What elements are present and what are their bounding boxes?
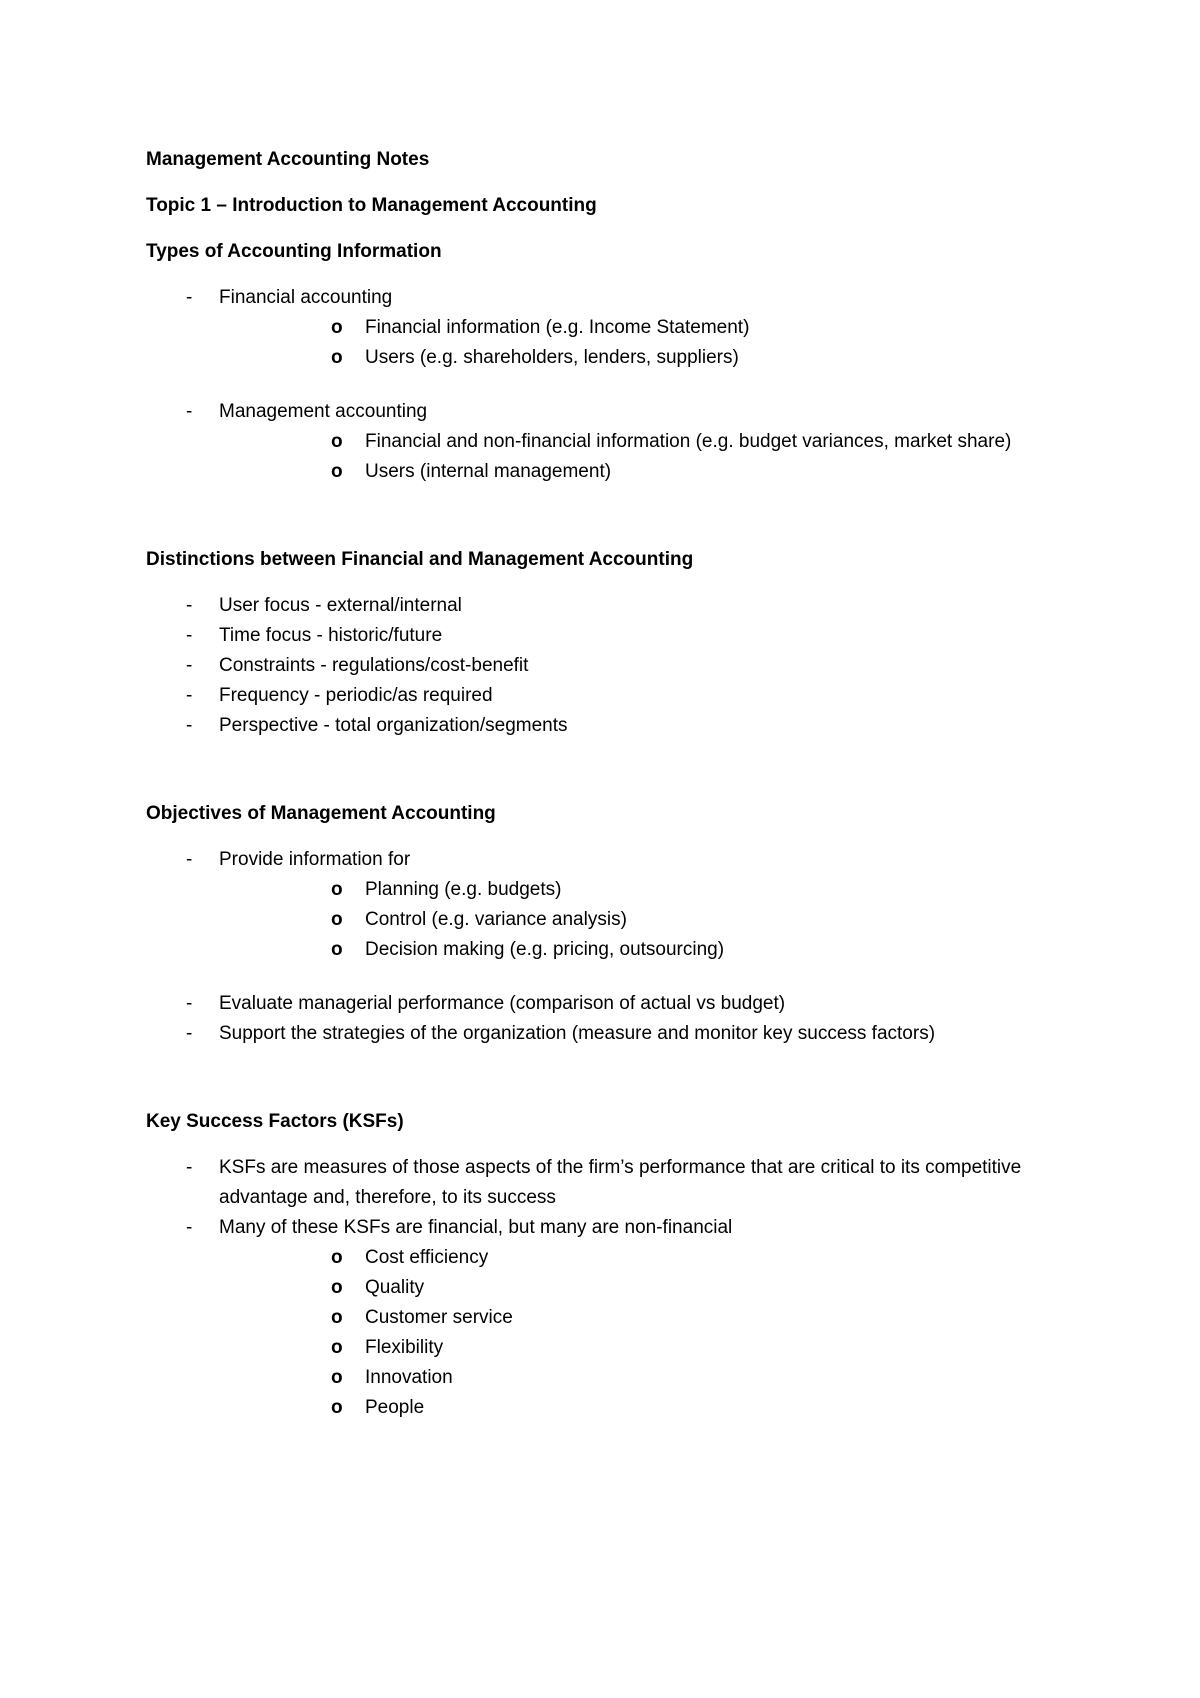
bullet-marker: o bbox=[331, 1307, 343, 1328]
list-item bbox=[146, 397, 1080, 487]
list-item-text: Evaluate managerial performance (comparison of actual vs budget) bbox=[219, 993, 786, 1014]
list-item bbox=[146, 681, 1080, 711]
bullet-marker: o bbox=[331, 461, 343, 482]
sub-list-item-text: Planning (e.g. budgets) bbox=[365, 879, 562, 900]
dash-marker: - bbox=[186, 685, 193, 706]
sub-list-item bbox=[219, 905, 1080, 935]
bullet-marker: o bbox=[331, 909, 343, 930]
list-item bbox=[146, 621, 1080, 651]
dash-marker: - bbox=[186, 625, 193, 646]
sub-list-item bbox=[219, 935, 1080, 965]
sub-list-item-text: Innovation bbox=[365, 1367, 453, 1388]
bullet-marker: o bbox=[331, 879, 343, 900]
list-item-text: Management accounting bbox=[219, 401, 428, 422]
distinctions-list bbox=[146, 591, 1080, 741]
sub-list-item bbox=[219, 1273, 1080, 1303]
objectives-list bbox=[146, 845, 1080, 965]
sub-list-item bbox=[219, 1333, 1080, 1363]
topic-heading: Topic 1 – Introduction to Management Accounting bbox=[146, 195, 597, 216]
bullet-marker: o bbox=[331, 317, 343, 338]
section-heading-ksf: Key Success Factors (KSFs) bbox=[146, 1111, 404, 1132]
dash-marker: - bbox=[186, 287, 193, 308]
sub-list bbox=[219, 1243, 1080, 1423]
list-item bbox=[146, 711, 1080, 741]
list-item-text: Time focus - historic/future bbox=[219, 625, 443, 646]
list-item bbox=[146, 1019, 1080, 1049]
sub-list-item bbox=[219, 1303, 1080, 1333]
list-item bbox=[146, 1153, 1080, 1213]
bullet-marker: o bbox=[331, 1337, 343, 1358]
dash-marker: - bbox=[186, 1157, 193, 1178]
sub-list-item bbox=[219, 875, 1080, 905]
list-item-text: Provide information for bbox=[219, 849, 411, 870]
list-item bbox=[146, 1213, 1080, 1423]
bullet-marker: o bbox=[331, 1247, 343, 1268]
dash-marker: - bbox=[186, 401, 193, 422]
sub-list bbox=[219, 427, 1080, 487]
sub-list-item-text: Quality bbox=[365, 1277, 425, 1298]
document-title: Management Accounting Notes bbox=[146, 149, 430, 170]
dash-marker: - bbox=[186, 655, 193, 676]
sub-list-item bbox=[219, 1393, 1080, 1423]
sub-list-item bbox=[219, 343, 1080, 373]
list-item-text: Frequency - periodic/as required bbox=[219, 685, 493, 706]
bullet-marker: o bbox=[331, 347, 343, 368]
list-item bbox=[146, 651, 1080, 681]
sub-list-item bbox=[219, 427, 1080, 457]
sub-list-item-text: Flexibility bbox=[365, 1337, 444, 1358]
section-heading-types: Types of Accounting Information bbox=[146, 241, 442, 262]
sub-list bbox=[219, 313, 1080, 373]
list-item-text: Many of these KSFs are financial, but many are non-financial bbox=[219, 1217, 733, 1238]
sub-list-item bbox=[219, 1243, 1080, 1273]
sub-list-item-text: Financial information (e.g. Income Statement) bbox=[365, 317, 750, 338]
sub-list-item-text: Financial and non-financial information (e.g. budget variances, market share) bbox=[365, 431, 1012, 452]
bullet-marker: o bbox=[331, 431, 343, 452]
section-heading-objectives: Objectives of Management Accounting bbox=[146, 803, 496, 824]
sub-list-item-text: People bbox=[365, 1397, 425, 1418]
dash-marker: - bbox=[186, 993, 193, 1014]
bullet-marker: o bbox=[331, 1367, 343, 1388]
sub-list-item-text: Customer service bbox=[365, 1307, 513, 1328]
list-item bbox=[146, 845, 1080, 965]
list-item-text: Perspective - total organization/segments bbox=[219, 715, 568, 736]
dash-marker: - bbox=[186, 715, 193, 736]
list-item-text: User focus - external/internal bbox=[219, 595, 462, 616]
list-item-text: Support the strategies of the organization (measure and monitor key success factors) bbox=[219, 1023, 936, 1044]
list-item bbox=[146, 989, 1080, 1019]
bullet-marker: o bbox=[331, 939, 343, 960]
bullet-marker: o bbox=[331, 1277, 343, 1298]
sub-list-item-text: Users (e.g. shareholders, lenders, suppliers) bbox=[365, 347, 739, 368]
dash-marker: - bbox=[186, 849, 193, 870]
sub-list-item bbox=[219, 457, 1080, 487]
dash-marker: - bbox=[186, 1217, 193, 1238]
list-item-text: KSFs are measures of those aspects of the firm’s performance that are critical to its competitive advantage and, therefore, to its success bbox=[219, 1157, 1022, 1208]
sub-list bbox=[219, 875, 1080, 965]
list-item-text: Financial accounting bbox=[219, 287, 393, 308]
ksf-list bbox=[146, 1153, 1080, 1423]
list-item-text: Constraints - regulations/cost-benefit bbox=[219, 655, 529, 676]
sub-list-item-text: Decision making (e.g. pricing, outsourcing) bbox=[365, 939, 725, 960]
dash-marker: - bbox=[186, 1023, 193, 1044]
objectives-list-2 bbox=[146, 989, 1080, 1049]
sub-list-item bbox=[219, 1363, 1080, 1393]
list-item bbox=[146, 591, 1080, 621]
list-item bbox=[146, 283, 1080, 373]
dash-marker: - bbox=[186, 595, 193, 616]
sub-list-item bbox=[219, 313, 1080, 343]
bullet-marker: o bbox=[331, 1397, 343, 1418]
section-heading-distinctions: Distinctions between Financial and Management Accounting bbox=[146, 549, 694, 570]
sub-list-item-text: Cost efficiency bbox=[365, 1247, 489, 1268]
types-list bbox=[146, 283, 1080, 373]
sub-list-item-text: Users (internal management) bbox=[365, 461, 612, 482]
sub-list-item-text: Control (e.g. variance analysis) bbox=[365, 909, 627, 930]
types-list-2 bbox=[146, 397, 1080, 487]
